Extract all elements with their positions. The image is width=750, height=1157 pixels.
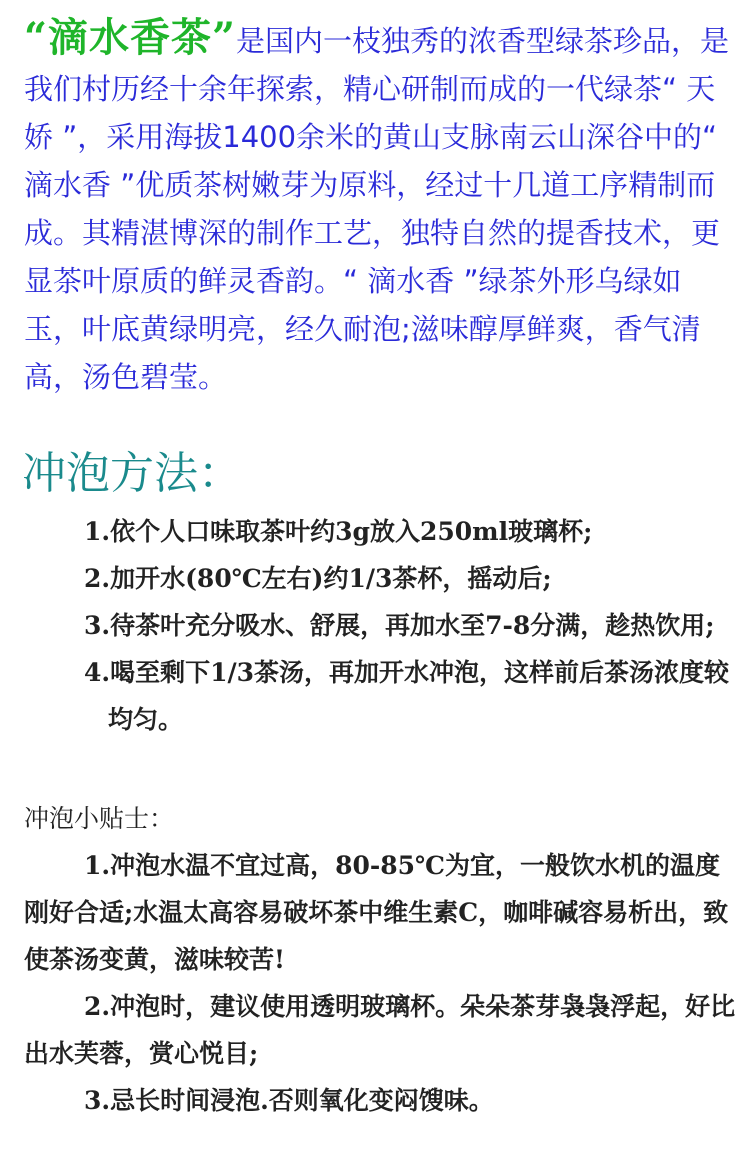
brewing-method-heading: 冲泡方法：: [22, 448, 242, 499]
brewing-tip: 3.忌长时间浸泡.否则氧化变闷馊味。: [84, 1086, 494, 1115]
brewing-steps-list: [24, 508, 734, 743]
intro-paragraph: [24, 14, 736, 401]
brewing-tips-heading: 冲泡小贴士：: [24, 804, 175, 833]
brewing-step: 4.喝至剩下1/3茶汤，再加开水冲泡，这样前后茶汤浓度较均匀。: [84, 658, 730, 734]
brewing-step: 3.待茶叶充分吸水、舒展，再加水至7-8分满，趁热饮用;: [84, 611, 715, 640]
brand-name: “滴水香茶”: [24, 14, 237, 61]
brewing-step: 2.加开水(80℃左右)约1/3茶杯，摇动后;: [84, 564, 552, 593]
intro-text: 是国内一枝独秀的浓香型绿茶珍品，是我们村历经十余年探索，精心研制而成的一代绿茶“ 天娇 ”，采用海拔1400余米的黄山支脉南云山深谷中的“ 滴水香 ”优质茶树嫩芽为原料，经过十几道工序精制而成。其精湛博深的制作工艺，独特自然的提香技术，更显茶叶原质的鲜灵香韵。“ 滴水香 ”绿茶外形乌绿如玉，叶底黄绿明亮，经久耐泡;滋味醇厚鲜爽，香气清高，汤色碧莹。: [24, 24, 730, 394]
brewing-step: 1.依个人口味取茶叶约3g放入250ml玻璃杯;: [84, 517, 593, 546]
brewing-tip: 1.冲泡水温不宜过高，80-85℃为宜，一般饮水机的温度刚好合适;水温太高容易破坏茶中维生素C，咖啡碱容易析出，致使茶汤变黄，滋味较苦!: [24, 851, 729, 974]
brewing-tips-list: [24, 842, 736, 1124]
brewing-tip: 2.冲泡时，建议使用透明玻璃杯。朵朵茶芽袅袅浮起，好比出水芙蓉，赏心悦目;: [24, 992, 736, 1068]
